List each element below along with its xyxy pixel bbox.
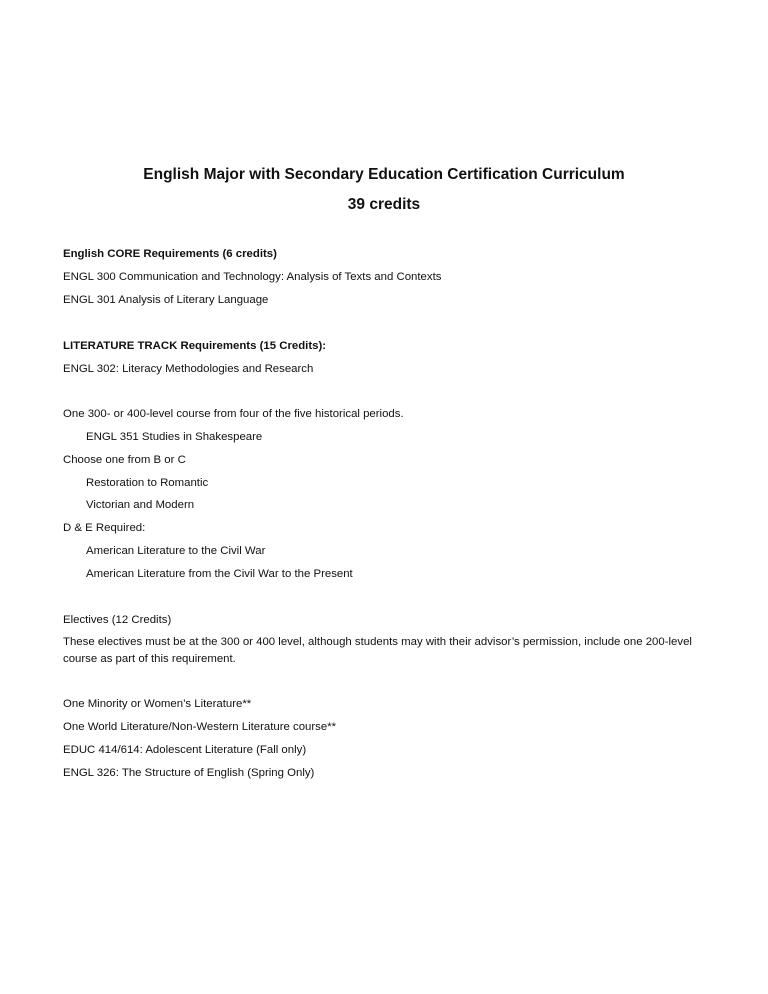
- core-item: ENGL 300 Communication and Technology: Analysis of Texts and Contexts: [63, 271, 442, 283]
- literature-heading: LITERATURE TRACK Requirements (15 Credits):: [63, 340, 327, 352]
- electives-description: These electives must be at the 300 or 400 level, although students may with their advisor’s permission, include one 200-level course as part of this requirement.: [63, 636, 692, 665]
- document-title: English Major with Secondary Education Certification Curriculum: [143, 166, 625, 183]
- elective-item: EDUC 414/614: Adolescent Literature (Fall only): [63, 744, 307, 756]
- literature-item: ENGL 302: Literacy Methodologies and Research: [63, 363, 314, 375]
- choose-label: Choose one from B or C: [63, 454, 186, 466]
- periods-intro: One 300- or 400-level course from four of the five historical periods.: [63, 408, 404, 420]
- electives-heading: Electives (12 Credits): [63, 614, 172, 626]
- period-item: Victorian and Modern: [86, 499, 195, 511]
- period-item: ENGL 351 Studies in Shakespeare: [86, 431, 263, 443]
- elective-item: One Minority or Women’s Literature**: [63, 698, 252, 710]
- total-credits: 39 credits: [347, 196, 421, 213]
- elective-item: One World Literature/Non-Western Literature course**: [63, 721, 337, 733]
- required-label: D & E Required:: [63, 522, 146, 534]
- period-item: American Literature from the Civil War to the Present: [86, 568, 353, 580]
- period-item: Restoration to Romantic: [86, 477, 209, 489]
- core-item: ENGL 301 Analysis of Literary Language: [63, 294, 269, 306]
- core-heading: English CORE Requirements (6 credits): [63, 248, 277, 260]
- period-item: American Literature to the Civil War: [86, 545, 266, 557]
- elective-item: ENGL 326: The Structure of English (Spring Only): [63, 767, 315, 779]
